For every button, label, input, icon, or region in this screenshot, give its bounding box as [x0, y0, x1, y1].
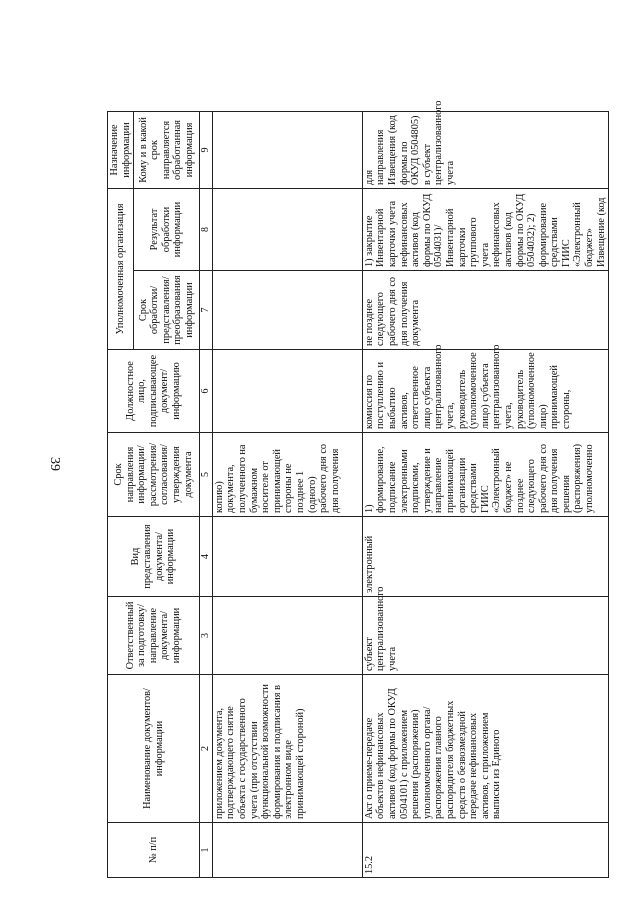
cell-name: Акт о приеме-передаче объектов нефинансовых активов (код формы по ОКУД 0504101) с приложением решения (распоряжения) уполномоченного органа/распоряжения главного распорядителя бюджетных средств о безвозмездной передаче нефинансовых активов, с приложением выписки из Единого: [362, 675, 608, 823]
group-header-authorized: Уполномоченная организация: [108, 188, 134, 349]
col-header-name: Наименование документов/ информации: [108, 675, 200, 823]
col-header-no: № п/п: [108, 823, 200, 878]
table-row: [212, 111, 362, 877]
table-row: [362, 111, 608, 877]
cell-result: 1) закрытие Инвентарной карточки учета нефинансовых активов (код формы по ОКУД 0504031)/Инвентарной карточки группового учета нефинансовых активов (код формы по ОКУД 0504032); 2) формирование средствами ГИИС «Электронный бюджет» Извещение (код: [362, 188, 608, 270]
col-header-deadline: Срок направления информации/ рассмотрения/ согласования/ утверждения документа: [108, 433, 200, 517]
col-number: 6: [200, 350, 213, 433]
col-header-result: Результат обработки информации: [134, 188, 200, 270]
col-header-recipient: Кому и в какой срок направляется обработанная информация: [134, 111, 200, 188]
cell-deadline: копию) документа, полученного на бумажном носителе от принимающей стороны не позднее 1 (одного) рабочего дня со дня получения: [212, 433, 362, 517]
col-number: 3: [200, 597, 213, 675]
cell-processing: [212, 271, 362, 350]
cell-result: [212, 188, 362, 270]
cell-no: [212, 823, 362, 878]
cell-recipient: [212, 111, 362, 188]
column-number-row: [200, 111, 213, 877]
group-header-purpose: Назначение информации: [108, 111, 134, 188]
cell-responsible: [212, 597, 362, 675]
cell-form: [212, 517, 362, 597]
cell-form: электронный: [362, 517, 608, 597]
col-header-signer: Должностное лицо, подписывающее документ/ информацию: [108, 350, 200, 433]
col-header-responsible: Ответственный за подготовку/ направление документа/ информации: [108, 597, 200, 675]
col-number: 5: [200, 433, 213, 517]
col-number: 2: [200, 675, 213, 823]
col-number: 4: [200, 517, 213, 597]
cell-signer: [212, 350, 362, 433]
page-number: 39: [47, 457, 62, 471]
rotated-table-container: [107, 100, 607, 878]
cell-no: 15.2: [362, 823, 608, 878]
col-header-processing: Срок обработки/ представления/ преобразования информации: [134, 271, 200, 350]
cell-responsible: субъект централизованного учета: [362, 597, 608, 675]
cell-recipient: для направления Извещения (код формы по ОКУД 0504805) в субъект централизованного учета: [362, 111, 608, 188]
col-number: 9: [200, 111, 213, 188]
col-number: 7: [200, 271, 213, 350]
document-table: [107, 100, 609, 878]
cell-deadline: 1) формирование, подписание электронными подписями, утверждение и направление принимающей организации средствами ГИИС «Электронный бюджет» не позднее следующего рабочего дня со дня получения решения (распоряжения) уполномоченно: [362, 433, 608, 517]
cell-processing: не позднее следующего рабочего дня со дня получения документа: [362, 271, 608, 350]
col-number: 1: [200, 823, 213, 878]
cell-name: приложением документа, подтверждающего снятие объекта с государственного учета (при отсутствии функциональной возможности формирования и подписания в электронном виде принимающей стороной): [212, 675, 362, 823]
cell-signer: комиссия по поступлению и выбытию активов, ответственное лицо субъекта централизованного учета, руководитель (уполномоченное лицо) субъекта централизованного учета, руководитель (уполномоченное лицо) принимающей стороны,: [362, 350, 608, 433]
header-group-row: [108, 111, 134, 877]
col-number: 8: [200, 188, 213, 270]
col-header-form: Вид представления документа/ информации: [108, 517, 200, 597]
